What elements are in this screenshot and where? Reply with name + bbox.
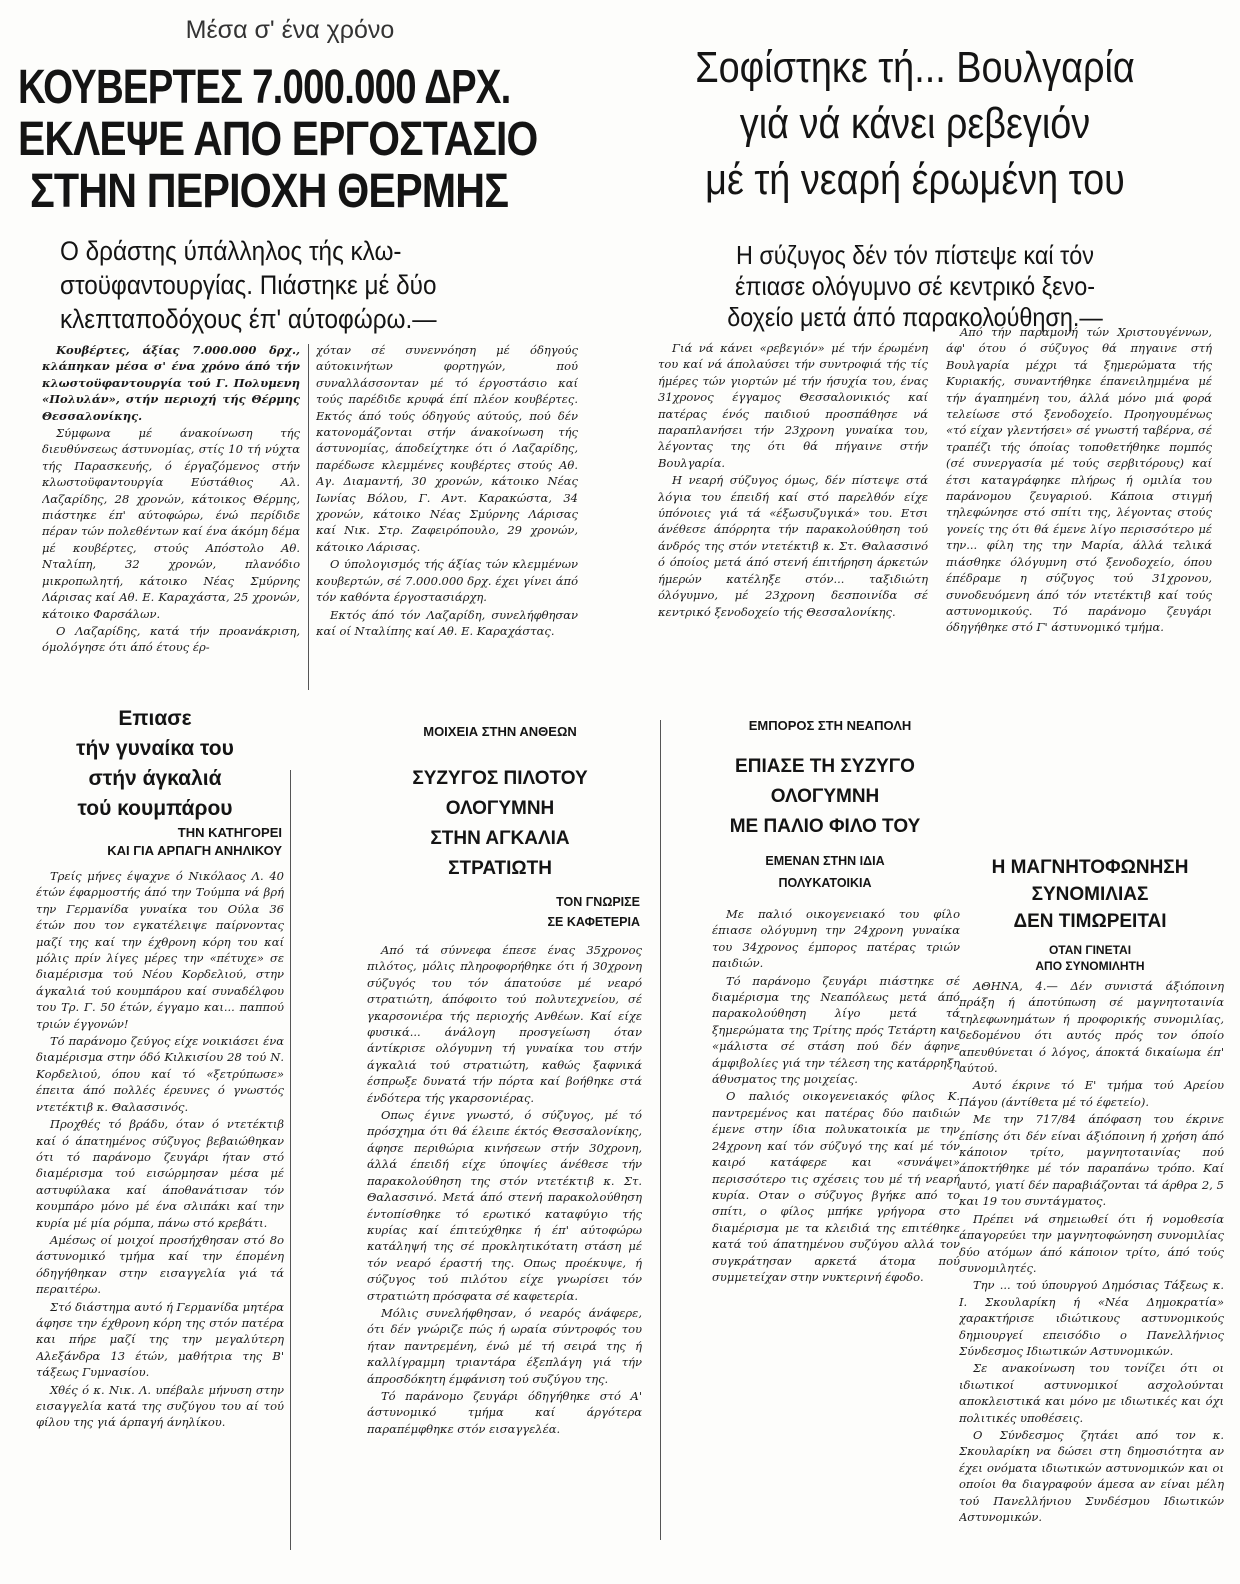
headline-line-1: Σοφίστηκε τή... Βουλγαρία <box>695 43 1135 92</box>
section-rule <box>290 770 291 1550</box>
article-column-1 <box>42 342 300 698</box>
headline-line-4: τού κουμπάρου <box>77 797 233 820</box>
paragraph: Τό παράνομο ζεύγος είχε νοικιάσει ένα διαμέρισμα στην όδό Κιλκισίου 28 τού Ν. Κορδελιού, όπου καί τό «ξετρύπωσε» έπειτα άπό πολλές έρευνες ό γνωστός ντετέκτιβ κ. Θαλασσινός. <box>36 1034 284 1114</box>
article-body <box>712 906 960 1336</box>
article-blankets <box>10 8 590 698</box>
subhead-line-1: ΤΟΝ ΓΝΩΡΙΣΕ <box>556 895 640 909</box>
paragraph: Χθές ό κ. Νικ. Λ. υπέβαλε μήνυση στην εισαγγελία κατά της συζύγου του αί τού φίλου της γιά άρπαγή άνηλίκου. <box>36 1382 284 1430</box>
paragraph: Τό παράνομο ζευγάρι πιάστηκε σέ διαμέρισμα της Νεαπόλεως μετά άπό παρακολούθηση λίγο μετά τά ξημερώματα της Τρίτης πρός Τετάρτη και «μάλιστα σέ στάση πού δέν άφηνε άμφιβολίες γιά την τέλεση της κατάρρηξη άθυσματος της μοιχείας. <box>712 973 960 1087</box>
article-column-2 <box>946 324 1212 684</box>
subhead <box>355 892 640 932</box>
headline <box>955 854 1225 935</box>
section-rule <box>660 720 661 1540</box>
headline-line-2: ΣΥΝΟΜΙΛΙΑΣ <box>1031 884 1149 905</box>
subhead-line-2: ΣΕ ΚΑΦΕΤΕΡΙΑ <box>547 915 640 929</box>
headline-line-2: ΕΚΛΕΨΕ ΑΠΟ ΕΡΓΟΣΤΑΣΙΟ <box>18 113 538 166</box>
article-godfather <box>30 704 285 1564</box>
subhead <box>650 240 1181 333</box>
headline-line-3: μέ τή νεαρή έρωμένη του <box>705 155 1125 204</box>
paragraph: χόταν σέ συνεννόηση μέ όδηγούς αύτοκινήτων φορτηγών, πού συναλλάσσονταν μέ τό έργοστάσιο καί τούς παρέδιδε κρυφά έπί πλέον κουβέρτες. Εκτός άπό τούς όδηγούς αύτούς, πού δέν κατονομάζονται στήν άνακοίνωση τής άστυνομίας, άποδείχτηκε ότι ό Λαζαρίδης, παρέδωσε κλεμμένες κουβέρτες στούς Αθ. Αγ. Διαμαντή, 30 χρονών, κάτοικο Νέας Ιωνίας Βόλου, Γ. Αντ. Καρακώστα, 34 χρονών, κάτοικο Νέας Σμύρνης Λάρισας καί Νικ. Στρ. Ζαφειρόπουλο, 29 χρονών, κάτοικο Λάρισας. <box>316 343 578 554</box>
paragraph: Ο παλιός οικογενειακός φίλος Κ. παντρεμένος και πατέρας δύο παιδιών έμενε στην ίδια πολυκατοικία με την 24χρονη καί τόν σύζυγό της καί μέ τόν καιρό κατάφερε και «συνάψει» περισσότερο τις σχέσεις του μέ τή νεαρή κυρία. Οταν ο σύζυγος βγήκε από το σπίτι, ο φίλος μπήκε γρήγορα στο διαμέρισμα με τα κλειδιά της επιτέθηκε κατά τού άπατημένου συζύγου αλλά τον συγκράτησαν αρκετά άτομα πού συμμετείχαν στην νυκτερινή έφοδο. <box>712 1089 960 1284</box>
paragraph: Η νεαρή σύζυγος όμως, δέν πίστεψε στά λόγια του έπειδή καί στό παρελθόν είχε ύπόνοιες γιά τά «έξωσυζυγικά» του. Ετσι άνέθεσε άπόρρητα τήν παρακολούθηση τού άνδρός της στόν ντετέκτιβ κ. Στ. Θαλασσινό ό όποίος μετά άπό στενή έπιτήρηση άρκετών ήμερών κατέληξε στόν... ταξιδιώτη όλόγυμνο, μέ 23χρονη δεσποινίδα σέ κεντρικό ξενοδοχείο τής Θεσσαλονίκης. <box>658 473 928 619</box>
headline <box>661 40 1168 208</box>
article-column-1 <box>658 340 928 690</box>
headline-line-2: γιά νά κάνει ρεβεγιόν <box>739 99 1091 148</box>
paragraph: Σύμφωνα μέ άνακοίνωση τής διευθύνσεως άστυνομίας, στίς 10 τή νύχτα τής Παρασκευής, ό έργαζόμενος στήν κλωστοϋφαντουργία Εύστάθιος Αλ. Λαζαρίδης, 28 χρονών, κάτοικος Θέρμης, πιάστηκε έπ' αύτοφώρω, ένώ περίδιδε πέραν τών πολεθέντων καί ένα άκόμη δέμα μέ κουβέρτες, στούς Απόστολο Αθ. Νταλίπη, 32 χρονών, πλανόδιο μικροπωλητή, κάτοικο Νέας Σμύρνης Λάρισας καί Αθ. Ε. Καραχάστα, 25 χρονών, κάτοικο Φαρσάλων. <box>42 426 300 621</box>
paragraph: Την ... τού ύπουργού Δημόσιας Τάξεως κ. Ι. Σκουλαρίκη ή «Νέα Δημοκρατία» χαρακτήρισε ιδιώτικους αστυνομικούς δημιουργεί επεισόδιο ο Πανελλήνιος Σύνδεσμος Ιδιωτικών Αστυνομικών. <box>959 1278 1224 1358</box>
headline-line-1: Η ΜΑΓΝΗΤΟΦΩΝΗΣΗ <box>991 857 1189 878</box>
paragraph: Τό παράνομο ζευγάρι όδηγήθηκε στό Α' άστυνομικό τμήμα καί άργότερα παραπέμφθηκε στόν εισαγγελέα. <box>367 1388 642 1436</box>
paragraph: Αμέσως οί μοιχοί προσήχθησαν στό 8ο άστυνομικό τμήμα καί την έπομένη όδηγήθηκαν στην εισαγγελία γιά τά περαιτέρω. <box>36 1232 284 1297</box>
subhead-line-2: στοϋφαντουργίας. Πιάστηκε μέ δύο <box>60 270 437 300</box>
paragraph: Με παλιό οικογενειακό του φίλο έπιασε ολόγυμνη την 24χρονη γυναίκα του 34χρονος έμπορος πατέρας τριών παιδιών. <box>712 907 960 971</box>
paragraph: Τρείς μήνες έψαχνε ό Νικόλαος Λ. 40 έτών έφαρμοστής άπό την Τούμπα νά βρή την Γερμανίδα γυναίκα του Ούλα 36 έτών που τον εγκατέλειψε παίρνοντας μαζί της καί την έχθρονη κόρη του καί μόλις πρίν λίγες μέρες την «πέτυχε» σε διαμέρισμα τού Νέου Κορδελιού, στην άγκαλιά τού κουμπάρου καί συναδέλφου του Τρ. Γ. 50 έτών, έγγαμο και... παππού τριών έγγονών! <box>36 869 284 1031</box>
article-recording <box>955 850 1235 1570</box>
subhead <box>690 850 960 894</box>
article-body <box>367 942 642 1552</box>
paragraph: Ο Λαζαρίδης, κατά τήν προανάκριση, όμολόγησε ότι άπό έτους έρ- <box>42 623 300 655</box>
paragraph: Εκτός άπό τόν Λαζαρίδη, συνελήφθησαν καί οί Νταλίπης καί Αθ. Ε. Καραχάστας. <box>316 607 578 638</box>
subhead-line-2: ΠΟΛΥΚΑΤΟΙΚΙΑ <box>778 876 872 890</box>
subhead-line-1: ΕΜΕΝΑΝ ΣΤΗΝ ΙΔΙΑ <box>765 854 885 868</box>
headline-line-3: στήν άγκαλιά <box>88 767 222 790</box>
paragraph: Με την 717/84 άπόφαση του έκρινε έπίσης ότι δέν είναι άξιόποινη ή χρήση άπό κάποιον τρίτο, μαγνητοταινίας πού άποκτήθηκε μέ τόν παραπάνω τρόπο. Καί αυτό, γιατί δέν παραβιάζονται τά άρθρα 2, 5 και 19 του συντάγματος. <box>959 1112 1224 1209</box>
subhead <box>955 942 1225 974</box>
headline-line-1: ΕΠΙΑΣΕ ΤΗ ΣΥΖΥΓΟ <box>735 756 915 777</box>
headline-line-2: τήν γυναίκα του <box>76 737 234 760</box>
subhead-line-1: Ο δράστης ύπάλληλος τής κλω- <box>60 236 402 266</box>
paragraph: Γιά νά κάνει «ρεβεγιόν» μέ τήν έρωμένη του καί νά άπολαύσει τήν συντροφιά τής τίς ήμέρες τών γιορτών μέ τήν ήσυχία του, ένας 31χρονος έγγαμος Θεσσαλονικιός καί πατέρας ένός παιδιού προσπάθησε νά παραπλανήσει τήν 23χρονη γυναίκα του, λέγοντας της ότι θά πήγαινε στήν Βουλγαρία. <box>658 341 928 470</box>
article-column-2 <box>316 342 578 698</box>
subhead-line-1: Η σύζυγος δέν τόν πίστεψε καί τόν <box>735 240 1095 270</box>
headline-line-1: ΣΥΖΥΓΟΣ ΠΙΛΟΤΟΥ <box>412 768 588 789</box>
paragraph: Αυτό έκρινε τό Ε' τμήμα τού Αρείου Πάγου (άντίθετα μέ τό έφετείο). <box>959 1078 1224 1109</box>
headline-line-3: ΔΕΝ ΤΙΜΩΡΕΙΤΑΙ <box>1013 911 1167 932</box>
paragraph: Σε ανακοίνωση του τονίζει ότι οι ιδιωτικοί αστυνομικοί ασχολούνται αποκλειστικά και μόνο με ιδιωτικές και όχι πολιτικές υποθέσεις. <box>959 1361 1224 1425</box>
headline-line-3: ΣΤΗΝ ΠΕΡΙΟΧΗ ΘΕΡΜΗΣ <box>30 165 509 218</box>
article-bulgaria <box>620 40 1220 700</box>
paragraph: Προχθές τό βράδυ, όταν ό ντετέκτιβ καί ό άπατημένος σύζυγος βεβαιώθηκαν ότι τό παράνομο ζευγάρι ήταν στό διαμέρισμα τού εισώρμησαν μέσα μέ αστυφύλακα καί άποθανάτισαν τόν κουμπάρο μόνο μέ ένα σλιπάκι καί την κυρία μέ μία ρόμπα, πάνω στό κρεβάτι. <box>36 1117 284 1230</box>
article-neapoli <box>690 710 970 1540</box>
headline <box>30 704 280 824</box>
article-body <box>36 868 284 1558</box>
headline-line-2: ΟΛΟΓΥΜΝΗ <box>445 798 555 819</box>
paragraph: Από τά σύννεφα έπεσε ένας 35χρονος πιλότος, μόλις πληροφορήθηκε ότι ή 30χρονη σύζυγός του τόν άπατούσε μέ νεαρό στρατιώτη, άπόφοιτο τού πολυτεχνείου, σέ γκαρσονιέρα τής περιοχής Ανθέων. Καί είχε φυσικά... άνάλογη προσγείωση όταν άντίκρισε ολόγυμνη τή γυναίκα του στήν άγκαλιά τού στρατιώτη, καθώς ξαφνικά έσπρωξε δυνατά τήν πόρτα καί βοήθηκε στά ένδότερα τής γκαρσονιέρας. <box>367 943 642 1105</box>
subhead <box>60 234 564 336</box>
headline <box>355 764 645 884</box>
headline-line-2: ΟΛΟΓΥΜΝΗ <box>770 786 880 807</box>
headline-line-4: ΣΤΡΑΤΙΩΤΗ <box>448 858 552 879</box>
kicker: ΕΜΠΟΡΟΣ ΣΤΗ ΝΕΑΠΟΛΗ <box>748 718 912 733</box>
subhead-line-2: ΚΑΙ ΓΙΑ ΑΡΠΑΓΗ ΑΝΗΛΙΚΟΥ <box>107 843 282 858</box>
paragraph: ΑΘΗΝΑ, 4.— Δέν συνιστά άξιόποινη πράξη ή άποτύπωση σέ μαγνητοταινία τηλεφωνημάτων ή προφορικής συνομιλίας, δεδομένου ότι αυτός πρός τον όποίο απευθύνεται ό λόγος, άποκτά δικαίωμα έπ' αύτού. <box>959 979 1224 1076</box>
kicker: ΜΟΙΧΕΙΑ ΣΤΗΝ ΑΝΘΕΩΝ <box>423 724 577 739</box>
subhead <box>30 824 282 860</box>
article-pilot-wife <box>355 716 655 1556</box>
subhead-line-1: ΤΗΝ ΚΑΤΗΓΟΡΕΙ <box>177 825 282 840</box>
paragraph: Ο ύπολογισμός τής άξίας τών κλεμμένων κουβερτών, σέ 7.000.000 δρχ. έχει γίνει άπό τόν καθόντα έργοστασιάρχη. <box>316 557 578 605</box>
headline-line-1: ΚΟΥΒΕΡΤΕΣ 7.000.000 ΔΡΧ. <box>18 61 511 114</box>
paragraph: Στό διάστημα αυτό ή Γερμανίδα μητέρα άφησε την έχθρονη κόρη της στόν πατέρα και πήρε μαζί της την μεγαλύτερη Αλεξάνδρα 13 έτών, μαθήτρια της Β' τάξεως Γυμνασίου. <box>36 1299 284 1380</box>
subhead-line-1: ΟΤΑΝ ΓΙΝΕΤΑΙ <box>1048 943 1132 957</box>
paragraph: Πρέπει νά σημειωθεί ότι ή νομοθεσία άπαγορεύει την μαγνητοφώνηση συνομιλίας δύο ατόμων άπό κάποιον τρίτο, άπό τούς συνομιλητές. <box>959 1211 1224 1275</box>
article-body <box>959 978 1224 1563</box>
subhead-line-3: κλεπταποδόχους έπ' αύτοφώρω.— <box>60 304 437 334</box>
paragraph: Οπως έγινε γνωστό, ό σύζυγος, μέ τό πρόσχημα ότι θά έλειπε έκτός Θεσσαλονίκης, άφησε περιθώρια κινήσεων στήν 30χρονη, άλλά έπειδή είχε ύποψίες άνέθεσε τήν παρακολούθηση της στόν ντετέκτιβ κ. Στ. Θαλασσινό. Μετά άπό στενή παρακολούθηση έντοπίσθηκε τό ερωτικό καταφύγιο τής κυρίας καί έπιτεύχθηκε ή έπ' αύτοφώρω κατάληψή της σέ προκλητικότατη στάση μέ τόν νεαρό έραστή της. Οπως προέκυψε, ή σύζυγος τού πιλότου είχε γνωρίσει τόν στρατιώτη πρόσφατα σέ καφετερία. <box>367 1108 642 1303</box>
headline <box>690 752 960 842</box>
subhead-line-2: ΑΠΟ ΣΥΝΟΜΙΛΗΤΗ <box>1035 959 1145 973</box>
lead-paragraph: Κουβέρτες, άξίας 7.000.000 δρχ., κλάπηκαν μέσα σ' ένα χρόνο άπό τήν κλωστοϋφαντουργία τού Γ. Πολυμενη «Πολυλάν», στήν περιοχή τής Θέρμης Θεσσαλονίκης. <box>42 343 300 423</box>
headline-line-1: Επιασε <box>118 707 192 730</box>
subhead-line-2: έπιασε ολόγυμνο σέ κεντρικό ξενο- <box>734 271 1096 301</box>
paragraph: Από τήν παραμονή τών Χριστουγέννων, άφ' ότου ό σύζυγος θά πηγαινε στή Βουλγαρία μέχρι τά ξημερώματα τής Κυριακής, συναντήθηκε έπανειλημμένα μέ τήν άγαπημένη του, άλλά μόνο μιά φορά τελείωσε στό ξενοδοχείο. Προηγουμένως «τό είχαν γλεντήσει» σέ γνωστή ταβέρνα, σέ τραπέζι τής όποίας τοποθετήθηκε πομπός (σέ συνεργασία μέ τούς σερβιτόρους) καί έτσι καταγράφηκε πλήρως ή ομιλία του παράνομου ζευγαριού. Κάποια στιγμή τηλεφώνησε στό σπίτι της, λέγοντας στούς γονείς της ότι θά έμενε λίγο περισσότερο μέ την... φίλη της την Μαρία, άλλά τελικά πιάσθηκε όλόγυμνη στό ξενοδοχείο, όπου έπέδραμε η σύζυγος τού 31χρονου, συνοδευόμενη άπό τόν ντετέκτιβ καί τούς αστυνομικούς. Τό παράνομο ζευγάρι όδηγήθηκε στό Γ' άστυνομικό τμήμα. <box>946 325 1212 635</box>
column-rule <box>308 344 309 690</box>
kicker: Μέσα σ' ένα χρόνο <box>185 16 395 44</box>
headline-line-3: ΜΕ ΠΑΛΙΟ ΦΙΛΟ ΤΟΥ <box>729 816 921 837</box>
headline-line-3: ΣΤΗΝ ΑΓΚΑΛΙΑ <box>430 828 570 849</box>
paragraph: Ο Σύνδεσμος ζητάει από τον κ. Σκουλαρίκη να δώσει στη δημοσιότητα αν έχει ονόματα ιδιωτικών αστυνομικών και οι οποίοι θα διαγραφούν άμεσα αν είναι μέλη τού Πανελλήνιου Συνδέσμου Ιδιωτικών Αστυνομικών. <box>959 1427 1224 1524</box>
subhead-line-3: δοχείο μετά άπό παρακολούθηση.— <box>727 302 1103 332</box>
paragraph: Μόλις συνελήφθησαν, ό νεαρός άνάφερε, ότι δέν γνώριζε πώς ή ωραία σύντροφός του ήταν παντρεμένη, ένώ μέ τή σειρά της ή καλλίγραμμη τριαντάρα έξεπλάγη γιά τήν άπροσδόκητη έμφάνιση τού συζύγου της. <box>367 1305 642 1386</box>
